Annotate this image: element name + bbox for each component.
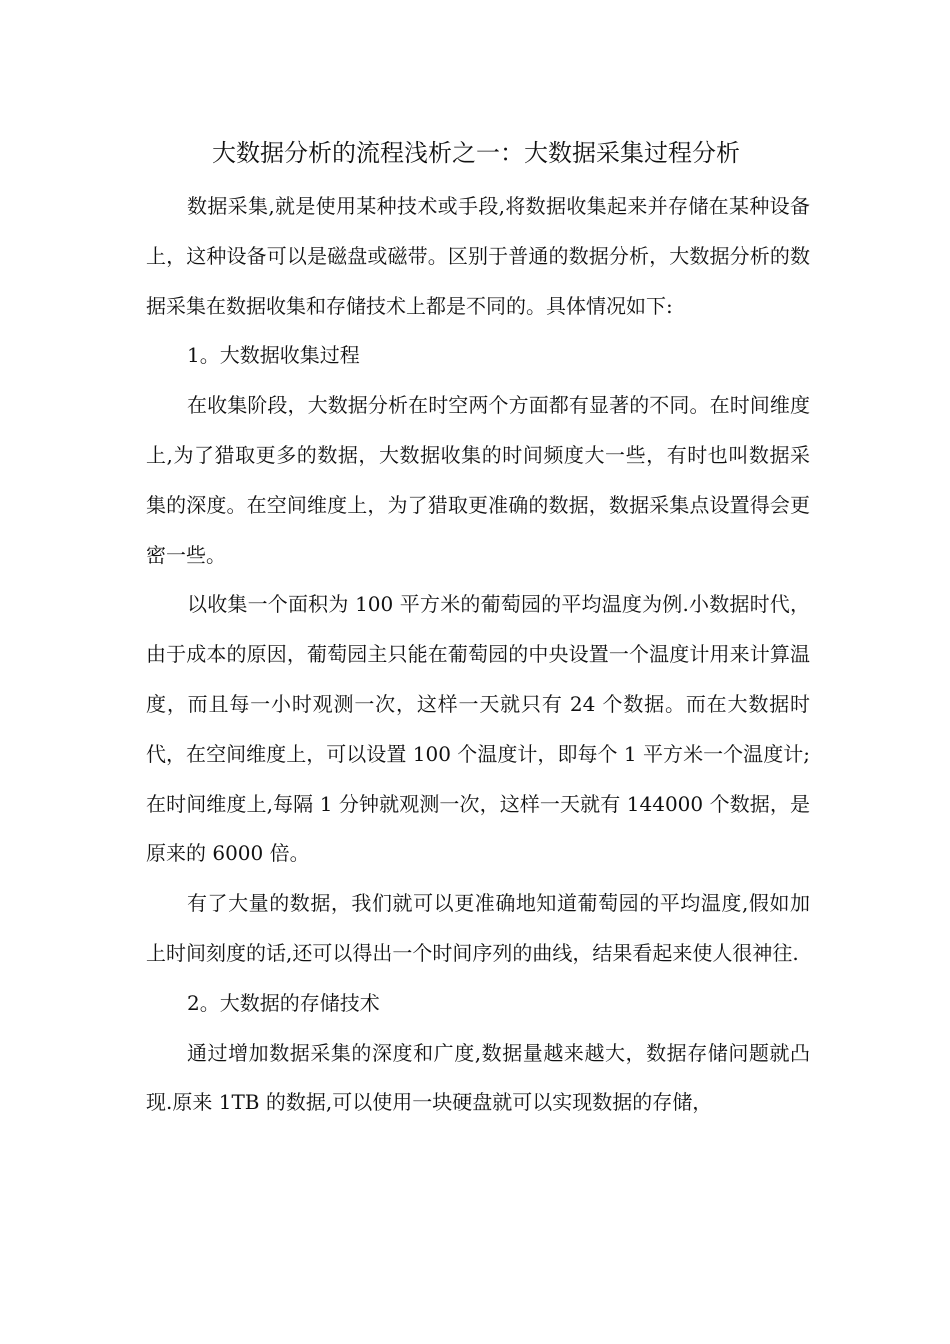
document-title: 大数据分析的流程浅析之一：大数据采集过程分析 xyxy=(212,139,740,167)
paragraph-collection-stage: 在收集阶段，大数据分析在时空两个方面都有显著的不同。在时间维度上,为了猎取更多的数据，大数据收集的时间频度大一些，有时也叫数据采集的深度。在空间维度上，为了猎取更准确的数据，数据采集点设置得会更密一些。 xyxy=(146,393,810,567)
document-body xyxy=(146,182,810,1128)
section-heading-storage-technology: 2。大数据的存储技术 xyxy=(187,990,380,1015)
paragraph-storage-problem: 通过增加数据采集的深度和广度,数据量越来越大，数据存储问题就凸现.原来 1TB 的数据,可以使用一块硬盘就可以实现数据的存储， xyxy=(146,1040,810,1115)
paragraph-data-collection-intro: 数据采集,就是使用某种技术或手段,将数据收集起来并存储在某种设备上，这种设备可以是磁盘或磁带。区别于普通的数据分析，大数据分析的数据采集在数据收集和存储技术上都是不同的。具体情况如下: xyxy=(146,194,810,318)
section-heading-collection-process: 1。大数据收集过程 xyxy=(187,343,360,368)
paragraph-vineyard-example: 以收集一个面积为 100 平方米的葡萄园的平均温度为例.小数据时代，由于成本的原因，葡萄园主只能在葡萄园的中央设置一个温度计用来计算温度，而且每一小时观测一次，这样一天就只有 24 个数据。而在大数据时代，在空间维度上，可以设置 100 个温度计，即每个 1 平方米一个温度计; 在时间维度上,每隔 1 分钟就观测一次，这样一天就有 144000 个数据，是原来的 6000 倍。 xyxy=(146,592,810,866)
paragraph-average-temperature: 有了大量的数据，我们就可以更准确地知道葡萄园的平均温度,假如加上时间刻度的话,还可以得出一个时间序列的曲线，结果看起来使人很神往. xyxy=(146,891,810,965)
